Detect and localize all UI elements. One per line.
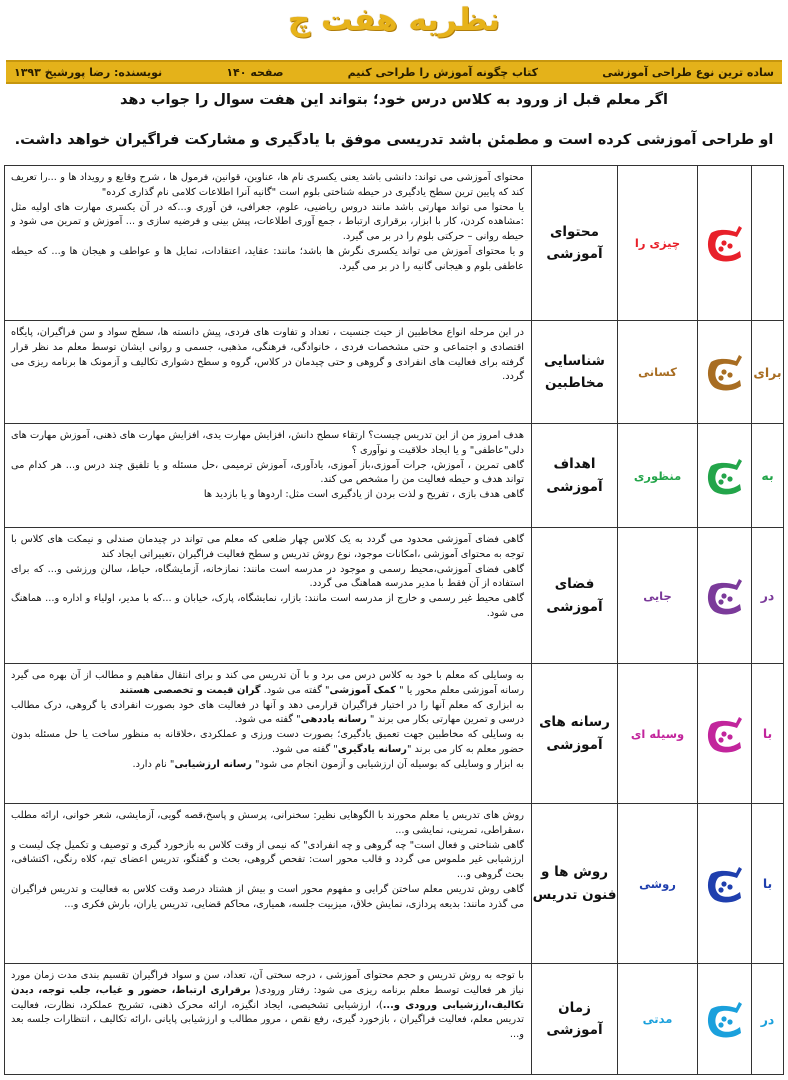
keyword-cell [617,424,697,527]
table-row [4,165,784,321]
description-cell [5,321,531,423]
description-text: روش های تدریس یا معلم محورند با الگوهایی نظیر: سخنرانی، پرسش و پاسخ،قصه گویی، آزمایشی، شعر خوانی، ارائه مطلب ،سقراطی، تمرینی، نمایشی و... گاهی شناختی و فعال است" چه گروهی و چه انفرادی" که نیمی از وقت کلاس به بازخورد گیری و توصیف و تکمیل چک لیست و ارزشیابی غیر ملموس می گردد و قالب محور است: تفحص گروهی، بحث و گفتگو، تدریس اعضای تیم، کلاه رنگی، اکتشافی، بحث گروهی و... گاهی روش تدریس معلم ساختن گرایی و مفهوم محور است و بیش از هشتاد درصد وقت کلاس به فعالیت و تدریس فراگیران می گذرد مانند: بدیعه پردازی، نمایش خلاق، میزبیت جلسه، همیاری، محاکم قضایی، تدریس یاران، بارش فکری و... [11,810,524,910]
topic-label: اهداف آموزشی [546,456,603,495]
description-text: به وسایلی که معلم با خود به کلاس درس می برد و با آن تدریس می کند و برای انتقال مفاهیم و مطالب از آن بهره می گیرد رسانه آموزشی معلم محور یا " کمک آموزشی" گفته می شود. گران قیمت و تخصصی هستند به ابزاری که معلم آنها را در اختیار فراگیران قرارمی دهد و آنها در فعالیت های خود بصورت انفرادی یا گروهی، درک مطالب درسی و تمرین مهارتی بکار می برند " رسانه یاددهی" گفته می شود. به وسایلی که مخاطبین جهت تعمیق یادگیری؛ بصورت دست ورزی و عملکردی ،خلاقانه به منظور ساخت یا حل مسئله بدون حضور معلم به کار می برند "رسانه یادگیری" گفته می شود. به ابزار و وسایلی که بوسیله آن ارزشیابی و آزمون انجام می شود" رسانه ارزشیابی" نام دارد. [11,670,524,770]
table-row [4,527,784,664]
preposition-cell [751,664,783,803]
topic-label: محتوای آموزشی [546,223,603,262]
description-cell [5,424,531,527]
keyword-cell [617,964,697,1074]
preposition-cell [751,166,783,320]
table-row [4,663,784,804]
keyword-label: روشی [639,876,676,891]
topic-cell [531,321,617,423]
topic-label: زمان آموزشی [546,999,603,1038]
preposition-cell [751,528,783,663]
che-letter-icon [703,711,747,757]
emphasis-term: برقراری ارتباط، حضور و غیاب، جلب توجه، دیدن تکالیف،ارزشیابی ورودی و... [11,984,524,1011]
description-cell [5,804,531,963]
emphasis-term: رسانه یادگیری [337,743,407,755]
description-text: در این مرحله انواع مخاطبین از حیث جنسیت ، تعداد و تفاوت های فردی، پیش دانسته ها، سطح سواد و سن فراگیران، پایگاه اقتصادی و اجتماعی و حتی مشخصات فردی ، خانوادگی، فرهنگی، مذهبی، جسمی و روانی ایشان توسط معلم مد نظر قرار گرفته برای فعالیت های انفرادی و گروهی و حتی چیدمان در کلاس، گروه و سطح دشواری تکالیف و آزمونک ها برنامه ریزی می گردد. [11,327,524,383]
glyph-cell [697,321,751,423]
description-text: هدف امروز من از این تدریس چیست؟ ارتقاء سطح دانش، افزایش مهارت یدی، افزایش مهارت های ذهنی، آموزش مهارت های دلی"عاطفی" و یا ایجاد خلاقیت و نوآوری ؟ گاهی تمرین ، آموزش، جرات آموزی،باز آموزی، یادآوری، آموزش ترمیمی ،حل مسئله و یا تلفیق چند درس و... هر کدام می تواند هدف و حیطه فعالیت من را مشخص می کند. گاهی هدف بازی ، تفریح و لذت بردن از یادگیری است مثل: اردوها و یا بازدید ها [11,430,524,501]
preposition-cell [751,964,783,1074]
info-book: کتاب چگونه آموزش را طراحی کنیم [347,65,539,79]
topic-label: رسانه های آموزشی [539,714,610,753]
preposition-label: با [762,876,773,891]
glyph-cell [697,166,751,320]
che-letter-icon [703,453,747,499]
intro-conclusion: او طراحی آموزشی کرده است و مطمئن باشد تدریسی موفق با یادگیری و مشارکت فراگیران خواهد داشت. [14,132,774,148]
preposition-label: در [760,588,775,603]
topic-cell [531,528,617,663]
keyword-cell [617,804,697,963]
preposition-cell [751,321,783,423]
keyword-cell [617,528,697,663]
description-cell [5,964,531,1074]
glyph-cell [697,964,751,1074]
topic-cell [531,166,617,320]
keyword-label: جایی [643,588,672,603]
che-letter-icon [703,349,747,395]
glyph-cell [697,424,751,527]
topic-cell [531,424,617,527]
page-title: نظریه هفت چ [287,2,501,38]
topic-label: روش ها و فنون تدریس [532,864,617,903]
table-row [4,423,784,528]
info-page: صفحه ۱۴۰ [226,65,284,79]
keyword-label: کسانی [638,365,677,379]
topic-cell [531,664,617,803]
glyph-cell [697,804,751,963]
info-subject: ساده ترین نوع طراحی آموزشی [602,65,774,79]
intro-question: اگر معلم قبل از ورود به کلاس درس خود؛ بتواند این هفت سوال را جواب دهد [119,92,669,108]
glyph-cell [697,664,751,803]
table-row [4,320,784,424]
keyword-label: چیزی را [634,236,681,250]
description-cell [5,664,531,803]
keyword-cell [617,321,697,423]
preposition-label: برای [753,364,782,380]
topic-cell [531,804,617,963]
keyword-label: وسیله ای [630,726,685,741]
keyword-label: منظوری [633,468,682,483]
topic-label: فضای آموزشی [546,576,603,615]
emphasis-term: گران قیمت و تخصصی هستند [119,684,261,696]
emphasis-term: کمک آموزشی [329,684,396,696]
preposition-label: به [761,468,774,483]
description-cell [5,528,531,663]
glyph-cell [697,528,751,663]
che-letter-icon [703,996,747,1042]
topic-label: شناسایی مخاطبین [544,352,605,391]
keyword-cell [617,664,697,803]
preposition-cell [751,424,783,527]
info-bar [6,60,782,84]
keyword-cell [617,166,697,320]
preposition-cell [751,804,783,963]
emphasis-term: رسانه ارزشیابی [174,758,252,770]
topic-cell [531,964,617,1074]
che-letter-icon [703,861,747,907]
emphasis-term: رسانه یاددهی [300,714,367,726]
description-text: محتوای آموزشی می تواند: دانشی باشد یعنی یکسری نام ها، عناوین، قوانین، فرمول ها ، شرح وقایع و رویداد ها و ...را تعریف کند که پایین ترین سطح یادگیری در حیطه شناختی بلوم است "گانیه آنرا اطلاعات کلامی نام گذاری کرده" یا محتوا می تواند مهارتی باشد مانند دروس ریاضیی، علوم، جغرافی، فن آوری و...که در آن یکسری مهارت های اولیه مثل :مشاهده کردن، کار با ابزار، برقراری ارتباط ، جمع آوری اطلاعات، پیش بینی و فرضیه سازی و ... آموزش و تمرین می شود و حیطه روانی – حرکتی بلوم را در بر می گیرد. و یا محتوای آموزش می تواند یکسری نگرش ها باشد؛ مانند: عقاید، اعتقادات، تمایل ها و عواطف و هیجان ها و... که حیطه عاطفی بلوم و هیجانی گانیه را در بر می گیرد. [11,172,524,272]
info-author: نویسنده: رضا پورشیخ ۱۳۹۳ [14,65,163,79]
preposition-label: در [760,1011,775,1027]
keyword-label: مدتی [642,1012,673,1026]
che-letter-icon [703,573,747,619]
preposition-label: با [762,726,773,741]
description-text: گاهی فضای آموزشی محدود می گردد به یک کلاس چهار ضلعی که معلم می تواند در چیدمان صندلی و نیمکت های کلاس با توجه به محتوای آموزشی ،امکانات موجود، نوع روش تدریس و سطح فعالیت فراگیران ،تغییراتی ایجاد کند گاهی فضای آموزشی،محیط رسمی و موجود در مدرسه است مانند: نمازخانه، آزمایشگاه، حیاط، سالن ورزشی و... که برای استفاده از آن فقط با مدیر مدرسه هماهنگ می گردد. گاهی محیط غیر رسمی و خارج از مدرسه است مانند: بازار، نمایشگاه، پارک، خیابان و ...که با مدیر، اولیاء و اداره و... هماهنگ می شود. [11,534,524,619]
description-text: با توجه به روش تدریس و حجم محتوای آموزشی ، درجه سختی آن، تعداد، سن و سواد فراگیران تقسیم بندی مدت زمان مورد نیاز هر فعالیت توسط معلم برنامه ریزی می شود: رفتار ورودی( برقراری ارتباط، حضور و غیاب، جلب توجه، دیدن تکالیف،ارزشیابی ورودی و...)، ارزشیابی تشخیصی، ایجاد انگیزه، ارائه محرک ذهنی، تشریح عملکرد، نظارت، فعالیت تدریس معلم، فعالیت فراگیران ، بازخورد گیری، رفع نقص ، مرور مطالب و ارزشیابی پایانی ،ارائه تکالیف ، انتظارات جلسه بعد و... [11,970,524,1041]
table-row [4,803,784,964]
table-row [4,963,784,1075]
description-cell [5,166,531,320]
che-letter-icon [703,220,747,266]
